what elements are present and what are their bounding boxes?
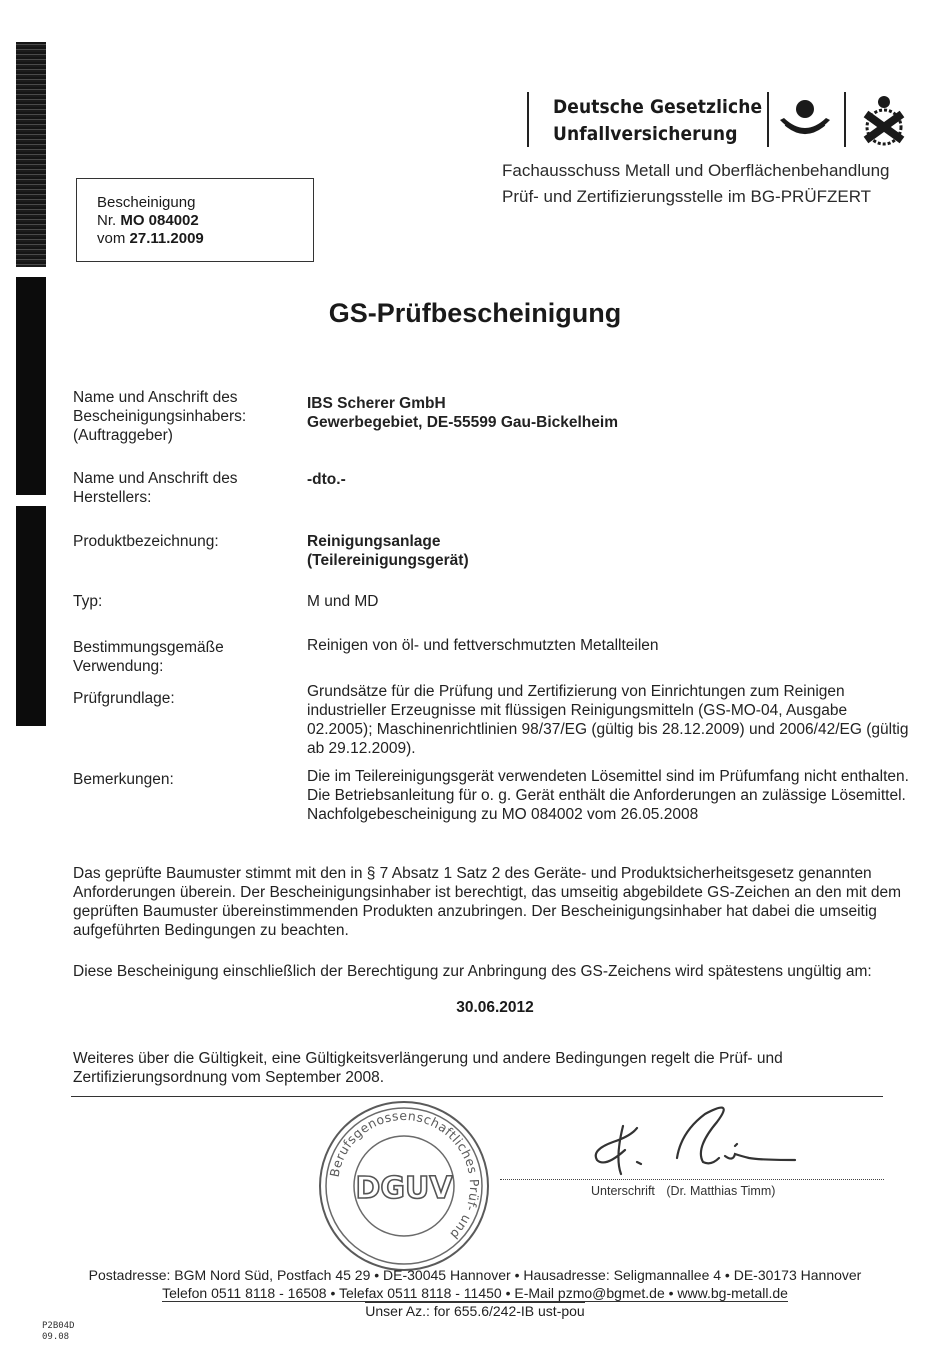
certificate-date-prefix: vom <box>97 230 126 247</box>
field-label-remarks: Bemerkungen: <box>73 771 174 788</box>
header-divider-mid <box>767 92 769 147</box>
committee-name: Fachausschuss Metall und Oberflächenbehandlung <box>502 161 890 180</box>
signature-caption: Unterschrift <box>591 1184 655 1198</box>
signature-dotted-line <box>500 1179 884 1180</box>
certificate-date: 27.11.2009 <box>129 230 204 247</box>
certificate-label: Bescheinigung <box>97 194 196 211</box>
field-value-type: M und MD <box>307 593 379 610</box>
field-value-product: Reinigungsanlage (Teilereinigungsgerät) <box>307 533 469 569</box>
signer-name: (Dr. Matthias Timm) <box>666 1184 776 1198</box>
dguv-seal-stamp <box>316 1098 492 1274</box>
scan-edge-bar-bottom <box>16 506 46 726</box>
org-name-line2: Unfallversicherung <box>553 123 738 145</box>
page-title: GS-Prüfbescheinigung <box>328 298 622 328</box>
field-label-test-basis: Prüfgrundlage: <box>73 690 175 707</box>
certificate-number-box <box>76 178 314 262</box>
footer-reference <box>0 1303 950 1319</box>
field-value-remarks: Die im Teilereinigungsgerät verwendeten Lösemittel sind im Prüfumfang nicht enthalten. Die Betriebsanleitung für o. g. Gerät enthält die Anforderungen an zulässige Lösemittel. Nachfolgebescheinigung zu MO 084002 vom 26.05.2008 <box>307 768 909 823</box>
scan-edge-bar-top <box>16 42 46 267</box>
dguv-eye-logo-icon <box>776 94 834 144</box>
footer-contact <box>0 1285 950 1301</box>
testing-body-name: Prüf- und Zertifizierungsstelle im BG-PRÜFZERT <box>502 187 872 206</box>
field-label-product: Produktbezeichnung: <box>73 533 219 550</box>
header-divider-right <box>844 92 846 147</box>
field-value-test-basis: Grundsätze für die Prüfung und Zertifizierung von Einrichtungen zum Reinigen industrieller Erzeugnisse mit flüssigen Reinigungsmitteln (GS-MO-04, Ausgabe 02.2005); Maschinenrichtlinien 98/37/EG (gültig bis 28.12.2009) und 2006/42/EG (gültig ab 29.12.2009). <box>307 683 909 757</box>
validity-paragraph: Diese Bescheinigung einschließlich der Berechtigung zur Anbringung des GS-Zeichens wird spätestens ungültig am: <box>73 963 872 980</box>
accident-prevention-logo-icon <box>858 94 910 146</box>
org-name-line1: Deutsche Gesetzliche <box>553 96 763 118</box>
header-divider-left <box>527 92 529 147</box>
signature-caption-row <box>591 1184 775 1198</box>
footer-address: Postadresse: BGM Nord Süd, Postfach 45 29 • DE-30045 Hannover • Hausadresse: Seligmannallee 4 • DE-30173 Hannover <box>88 1267 862 1283</box>
footer-contact-text: Telefon 0511 8118 - 16508 • Telefax 0511 8118 - 11450 • E-Mail pzmo@bgmet.de • www.bg-metall.de <box>162 1285 788 1301</box>
stamp-center-text: DGUV <box>355 1171 453 1206</box>
certificate-number: MO 084002 <box>120 212 199 229</box>
conformity-paragraph: Das geprüfte Baumuster stimmt mit den in § 7 Absatz 1 Satz 2 des Geräte- und Produktsicherheitsgesetz genannten Anforderungen überein. Der Bescheinigungsinhaber ist berechtigt, das umseitig abgebildete GS-Zeichen an den mit dem geprüften Baumuster übereinstimmenden Produkten anzubringen. Der Bescheinigungsinhaber hat dabei die umseitig aufgeführten Bedingungen zu beachten. <box>73 865 902 939</box>
handwritten-signature <box>585 1098 885 1188</box>
further-info-paragraph: Weiteres über die Gültigkeit, eine Gültigkeitsverlängerung und andere Bedingungen regelt die Prüf- und Zertifizierungsordnung vom September 2008. <box>73 1050 783 1086</box>
expiry-date: 30.06.2012 <box>456 999 534 1016</box>
field-value-manufacturer: -dto.- <box>307 471 346 488</box>
certificate-date-row <box>97 230 204 247</box>
field-value-holder: IBS Scherer GmbH Gewerbegebiet, DE-55599 Gau-Bickelheim <box>307 395 618 431</box>
footer-reference-text: Unser Az.: for 655.6/242-IB ust-pou <box>365 1303 585 1319</box>
field-value-intended-use: Reinigen von öl- und fettverschmutzten Metallteilen <box>307 637 659 654</box>
field-label-type: Typ: <box>73 593 103 610</box>
form-code: P2B04D <box>42 1321 75 1331</box>
form-version: 09.08 <box>42 1332 70 1342</box>
certificate-number-prefix: Nr. <box>97 212 117 229</box>
field-label-manufacturer: Name und Anschrift des Herstellers: <box>73 470 238 506</box>
stamp-ring-text: Berufsgenossenschaftliches Prüf- und <box>326 1107 483 1243</box>
field-label-intended-use: Bestimmungsgemäße Verwendung: <box>73 639 224 675</box>
field-label-holder: Name und Anschrift des Bescheinigungsinhabers: (Auftraggeber) <box>73 389 247 444</box>
certificate-number-row <box>97 212 199 229</box>
signature-section-rule <box>71 1096 883 1097</box>
